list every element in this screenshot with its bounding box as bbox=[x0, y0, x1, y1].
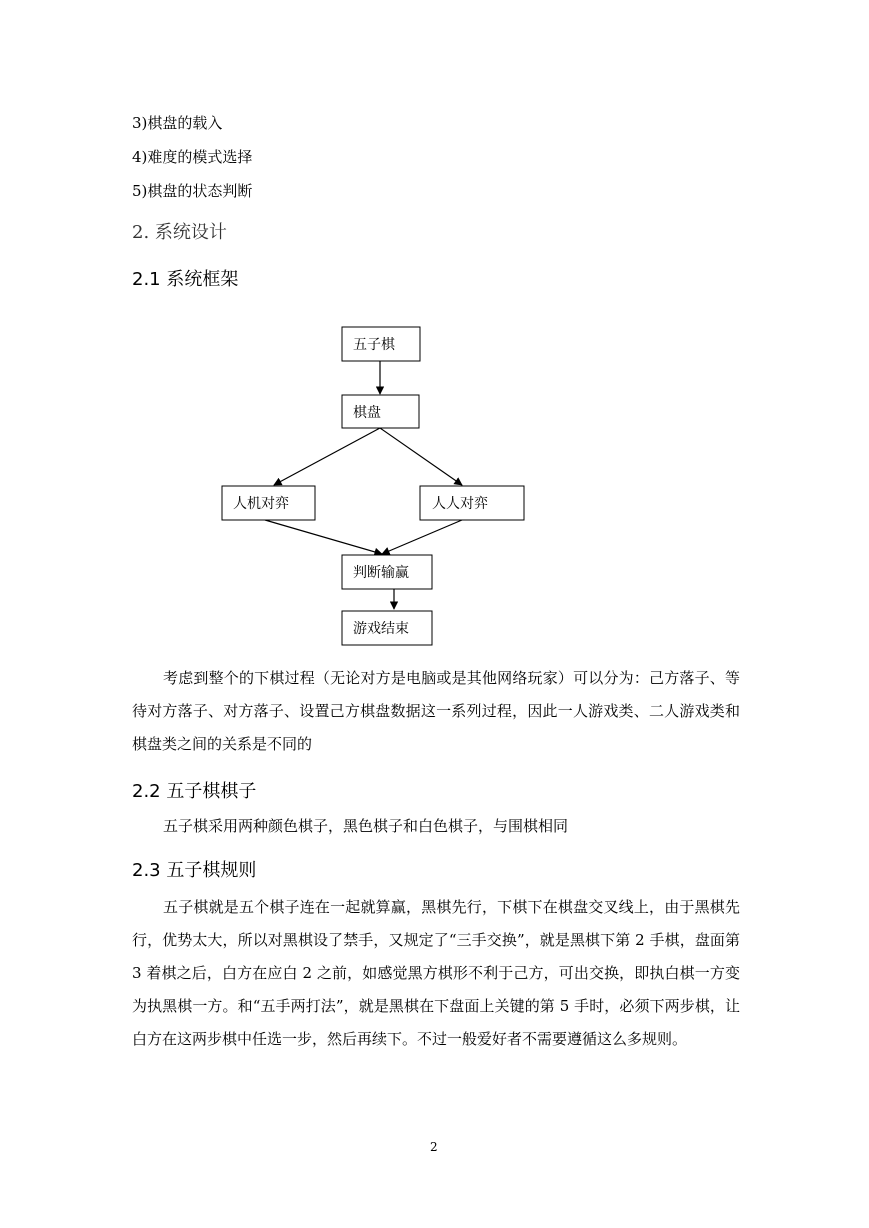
section-heading-2-1: 2.1 系统框架 bbox=[132, 269, 239, 290]
paragraph-2-1-text: 考虑到整个的下棋过程（无论对方是电脑或是其他网络玩家）可以分为：己方落子、等待对方落子、对方落子、设置己方棋盘数据这一系列过程，因此一人游戏类、二人游戏类和棋盘类之间的关系是不同的 bbox=[132, 669, 740, 753]
page-number: 2 bbox=[430, 1140, 438, 1154]
node-renren-label: 人人对弈 bbox=[432, 496, 488, 512]
node-jieshu bbox=[342, 611, 432, 645]
section-heading-2-3: 2.3 五子棋规则 bbox=[132, 860, 257, 881]
paragraph-2-3-text: 五子棋就是五个棋子连在一起就算赢，黑棋先行，下棋下在棋盘交叉线上，由于黑棋先行，优势太大，所以对黑棋设了禁手，又规定了“三手交换”，就是黑棋下第 2 手棋，盘面第 3 着棋之后，白方在应白 2 之前，如感觉黑方棋形不利于己方，可出交换，即执白棋一方变为执黑棋一方。和“五手两打法”，就是黑棋在下盘面上关键的第 5 手时，必须下两步棋，让白方在这两步棋中任选一步，然后再续下。不过一般爱好者不需要遵循这么多规则。 bbox=[132, 898, 740, 1048]
node-renji-label: 人机对弈 bbox=[233, 496, 289, 512]
paragraph-2-3 bbox=[132, 891, 740, 1056]
node-panduan bbox=[342, 555, 432, 589]
paragraph-2-2 bbox=[132, 810, 740, 843]
edge-renren-panduan bbox=[382, 520, 462, 554]
section-heading-2: 2. 系统设计 bbox=[132, 222, 227, 243]
list-item-5: 5)棋盘的状态判断 bbox=[132, 182, 253, 200]
list-item-3: 3)棋盘的载入 bbox=[132, 114, 223, 132]
edge-renji-panduan bbox=[265, 520, 382, 554]
paragraph-2-1 bbox=[132, 662, 740, 761]
list-item-4: 4)难度的模式选择 bbox=[132, 148, 253, 166]
edge-qipan-renji bbox=[274, 428, 380, 485]
node-qipan bbox=[342, 395, 419, 428]
node-panduan-label: 判断输赢 bbox=[353, 565, 409, 581]
edge-qipan-renren bbox=[380, 428, 462, 485]
node-wuziqi-label: 五子棋 bbox=[353, 337, 395, 353]
node-renji bbox=[222, 486, 315, 520]
node-wuziqi bbox=[342, 327, 420, 361]
section-heading-2-2: 2.2 五子棋棋子 bbox=[132, 781, 257, 802]
paragraph-2-2-text: 五子棋采用两种颜色棋子，黑色棋子和白色棋子，与围棋相同 bbox=[163, 817, 569, 835]
node-jieshu-label: 游戏结束 bbox=[353, 621, 409, 637]
node-qipan-label: 棋盘 bbox=[353, 405, 381, 421]
node-renren bbox=[420, 486, 524, 520]
